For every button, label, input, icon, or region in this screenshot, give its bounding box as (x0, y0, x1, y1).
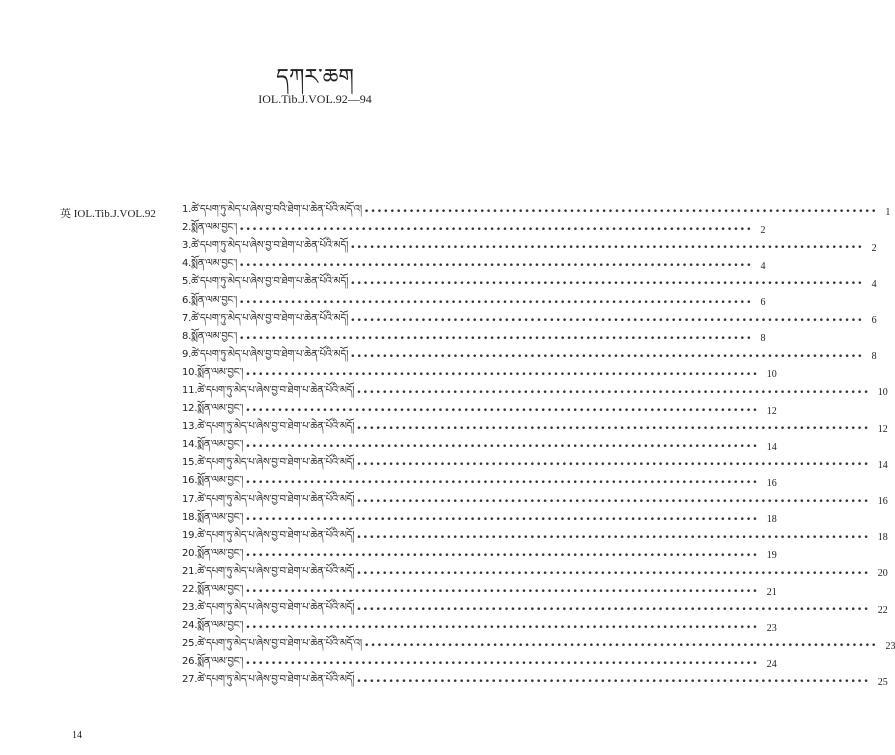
toc-entry-page: 19 (766, 550, 777, 562)
toc-entry-page: 4 (871, 278, 877, 290)
toc-entry[interactable] (182, 275, 877, 293)
toc-entry-title: 1.ཚེ་དཔག་ཏུ་མེད་པ་ཞེས་བྱ་བའི་ཐེག་པ་ཆེན་པོའི་མདོ་འ། (182, 204, 362, 216)
toc-entry-title: 25.ཚེ་དཔག་ཏུ་མེད་པ་ཞེས་བྱ་བ་ཐེག་པ་ཆེན་པོའི་མདོ་འ། (182, 638, 362, 650)
dot-leader: •••••••••••••••••••••••••••••••••••••••••••••••••••••••••••••••••••••••••••••••• (363, 641, 878, 652)
dot-leader: •••••••••••••••••••••••••••••••••••••••••••••••••••••••••••••••••••••••••••••••• (245, 587, 759, 598)
toc-entry-page: 12 (766, 405, 777, 417)
dot-leader: •••••••••••••••••••••••••••••••••••••••••••••••••••••••••••••••••••••••••••••••• (356, 424, 870, 435)
toc-entry-page: 4 (760, 260, 766, 272)
toc-entry[interactable] (182, 312, 877, 330)
dot-leader: •••••••••••••••••••••••••••••••••••••••••••••••••••••••••••••••••••••••••••••••• (245, 478, 759, 489)
toc-entry-title: 20.སྨོན་ལམ་བྱང་། (182, 547, 244, 559)
toc-entry-title: 27.ཚེ་དཔག་ཏུ་མེད་པ་ཞེས་བྱ་བ་ཐེག་པ་ཆེན་པོའི་མདོ། (182, 674, 355, 686)
toc-entry-title: 7.ཚེ་དཔག་ཏུ་མེད་པ་ཞེས་བྱ་བ་ཐེག་པ་ཆེན་པོའི་མདོ། (182, 312, 349, 324)
dot-leader: •••••••••••••••••••••••••••••••••••••••••••••••••••••••••••••••••••••••••••••••• (356, 460, 870, 471)
toc-entry-page: 1 (885, 206, 891, 218)
toc-entry-title: 13.ཚེ་དཔག་ཏུ་མེད་པ་ཞེས་བྱ་བ་ཐེག་པ་ཆེན་པོའི་མདོ། (182, 421, 355, 433)
toc-entry-page: 8 (871, 351, 877, 363)
dot-leader: •••••••••••••••••••••••••••••••••••••••••••••••••••••••••••••••••••••••••••••••• (239, 225, 753, 236)
toc-entry-page: 2 (760, 224, 766, 236)
toc-entry-title: 2.སྨོན་ལམ་བྱང་། (182, 222, 238, 234)
dot-leader: •••••••••••••••••••••••••••••••••••••••••••••••••••••••••••••••••••••••••••••••• (245, 442, 759, 453)
dot-leader: •••••••••••••••••••••••••••••••••••••••••••••••••••••••••••••••••••••••••••••••• (350, 351, 864, 362)
toc-entry-title: 11.ཚེ་དཔག་ཏུ་མེད་པ་ཞེས་བྱ་བ་ཐེག་པ་ཆེན་པོའི་མདོ། (182, 384, 355, 396)
toc-entry-title: 8.སྨོན་ལམ་བྱང་། (182, 330, 238, 342)
toc-entry-page: 6 (760, 297, 766, 309)
toc-entry-title: 14.སྨོན་ལམ་བྱང་། (182, 439, 244, 451)
dot-leader: •••••••••••••••••••••••••••••••••••••••••••••••••••••••••••••••••••••••••••••••• (350, 243, 864, 254)
toc-entry-page: 23 (766, 622, 777, 634)
dot-leader: •••••••••••••••••••••••••••••••••••••••••••••••••••••••••••••••••••••••••••••••• (245, 369, 759, 380)
page-subtitle: IOL.Tib.J.VOL.92—94 (258, 92, 372, 106)
toc-entry-title: 24.སྨོན་ལམ་བྱང་། (182, 620, 244, 632)
dot-leader: •••••••••••••••••••••••••••••••••••••••••••••••••••••••••••••••••••••••••••••••• (245, 550, 759, 561)
toc-entry-title: 19.ཚེ་དཔག་ཏུ་མེད་པ་ཞེས་བྱ་བ་ཐེག་པ་ཆེན་པོའི་མདོ། (182, 529, 355, 541)
toc-entry-page: 18 (766, 514, 777, 526)
dot-leader: •••••••••••••••••••••••••••••••••••••••••••••••••••••••••••••••••••••••••••••••• (356, 387, 870, 398)
toc-entry-title: 4.སྨོན་ལམ་བྱང་། (182, 258, 238, 270)
toc-entry-title: 9.ཚེ་དཔག་ཏུ་མེད་པ་ཞེས་བྱ་བ་ཐེག་པ་ཆེན་པོའི་མདོ། (182, 348, 349, 360)
dot-leader: •••••••••••••••••••••••••••••••••••••••••••••••••••••••••••••••••••••••••••••••• (356, 605, 870, 616)
toc-entry-title: 15.ཚེ་དཔག་ཏུ་མེད་པ་ཞེས་བྱ་བ་ཐེག་པ་ཆེན་པོའི་མདོ། (182, 457, 355, 469)
toc-entry-title: 18.སྨོན་ལམ་བྱང་། (182, 511, 244, 523)
toc-entry-title: 26.སྨོན་ལམ་བྱང་། (182, 656, 244, 668)
toc-entry-page: 21 (766, 586, 777, 598)
toc-entry-page: 10 (877, 387, 888, 399)
dot-leader: •••••••••••••••••••••••••••••••••••••••••••••••••••••••••••••••••••••••••••••••• (239, 333, 753, 344)
toc-entry-page: 12 (877, 423, 888, 435)
page-number: 14 (72, 730, 82, 741)
dot-leader: •••••••••••••••••••••••••••••••••••••••••••••••••••••••••••••••••••••••••••••••• (363, 207, 878, 218)
dot-leader: •••••••••••••••••••••••••••••••••••••••••••••••••••••••••••••••••••••••••••••••• (245, 406, 759, 417)
toc-entry-page: 6 (871, 315, 877, 327)
toc-entry-title: 5.ཚེ་དཔག་ཏུ་མེད་པ་ཞེས་བྱ་བ་ཐེག་པ་ཆེན་པོའི་མདོ། (182, 276, 349, 288)
toc-entry-page: 8 (760, 333, 766, 345)
toc-entry-title: 23.ཚེ་དཔག་ཏུ་མེད་པ་ཞེས་བྱ་བ་ཐེག་པ་ཆེན་པོའི་མདོ། (182, 602, 355, 614)
toc-entry-title: 16.སྨོན་ལམ་བྱང་། (182, 475, 244, 487)
toc-entry-title: 3.ཚེ་དཔག་ཏུ་མེད་པ་ཞེས་བྱ་བ་ཐེག་པ་ཆེན་པོའི་མདོ། (182, 240, 349, 252)
toc-entry-title: 22.སྨོན་ལམ་བྱང་། (182, 584, 244, 596)
page-title: དཀར་ཆག (276, 65, 354, 90)
toc-entry-page: 16 (877, 496, 888, 508)
toc-entry-page: 24 (766, 658, 777, 670)
toc-entry-page: 16 (766, 477, 777, 489)
dot-leader: •••••••••••••••••••••••••••••••••••••••••••••••••••••••••••••••••••••••••••••••• (245, 514, 759, 525)
dot-leader: •••••••••••••••••••••••••••••••••••••••••••••••••••••••••••••••••••••••••••••••• (245, 659, 759, 670)
toc-entry-title: 12.སྨོན་ལམ་བྱང་། (182, 403, 244, 415)
toc-entry-page: 23 (885, 640, 895, 652)
dot-leader: •••••••••••••••••••••••••••••••••••••••••••••••••••••••••••••••••••••••••••••••• (239, 261, 753, 272)
toc-entry-title: 6.སྨོན་ལམ་བྱང་། (182, 294, 238, 306)
dot-leader: •••••••••••••••••••••••••••••••••••••••••••••••••••••••••••••••••••••••••••••••• (350, 279, 864, 290)
dot-leader: •••••••••••••••••••••••••••••••••••••••••••••••••••••••••••••••••••••••••••••••• (350, 315, 864, 326)
toc-entry-page: 22 (877, 604, 888, 616)
toc-entry-page: 14 (766, 441, 777, 453)
toc-entry-page: 25 (877, 676, 888, 688)
toc-entry-page: 2 (871, 242, 877, 254)
toc-entry-page: 20 (877, 568, 888, 580)
toc-entry-page: 10 (766, 369, 777, 381)
toc-entry[interactable] (182, 239, 877, 257)
toc-entry[interactable] (182, 673, 888, 691)
dot-leader: •••••••••••••••••••••••••••••••••••••••••••••••••••••••••••••••••••••••••••••••• (356, 496, 870, 507)
dot-leader: •••••••••••••••••••••••••••••••••••••••••••••••••••••••••••••••••••••••••••••••• (356, 677, 870, 688)
toc-entry-title: 21.ཚེ་དཔག་ཏུ་མེད་པ་ཞེས་བྱ་བ་ཐེག་པ་ཆེན་པོའི་མདོ། (182, 565, 355, 577)
dot-leader: •••••••••••••••••••••••••••••••••••••••••••••••••••••••••••••••••••••••••••••••• (239, 297, 753, 308)
table-of-contents (182, 203, 895, 692)
side-label: 英 IOL.Tib.J.VOL.92 (60, 208, 156, 220)
dot-leader: •••••••••••••••••••••••••••••••••••••••••••••••••••••••••••••••••••••••••••••••• (245, 623, 759, 634)
toc-entry-title: 10.སྨོན་ལམ་བྱང་། (182, 366, 244, 378)
toc-entry-title: 17.ཚེ་དཔག་ཏུ་མེད་པ་ཞེས་བྱ་བ་ཐེག་པ་ཆེན་པོའི་མདོ། (182, 493, 355, 505)
dot-leader: •••••••••••••••••••••••••••••••••••••••••••••••••••••••••••••••••••••••••••••••• (356, 568, 870, 579)
dot-leader: •••••••••••••••••••••••••••••••••••••••••••••••••••••••••••••••••••••••••••••••• (356, 532, 870, 543)
toc-entry-page: 14 (877, 459, 888, 471)
toc-entry[interactable] (182, 203, 891, 221)
toc-entry-page: 18 (877, 532, 888, 544)
